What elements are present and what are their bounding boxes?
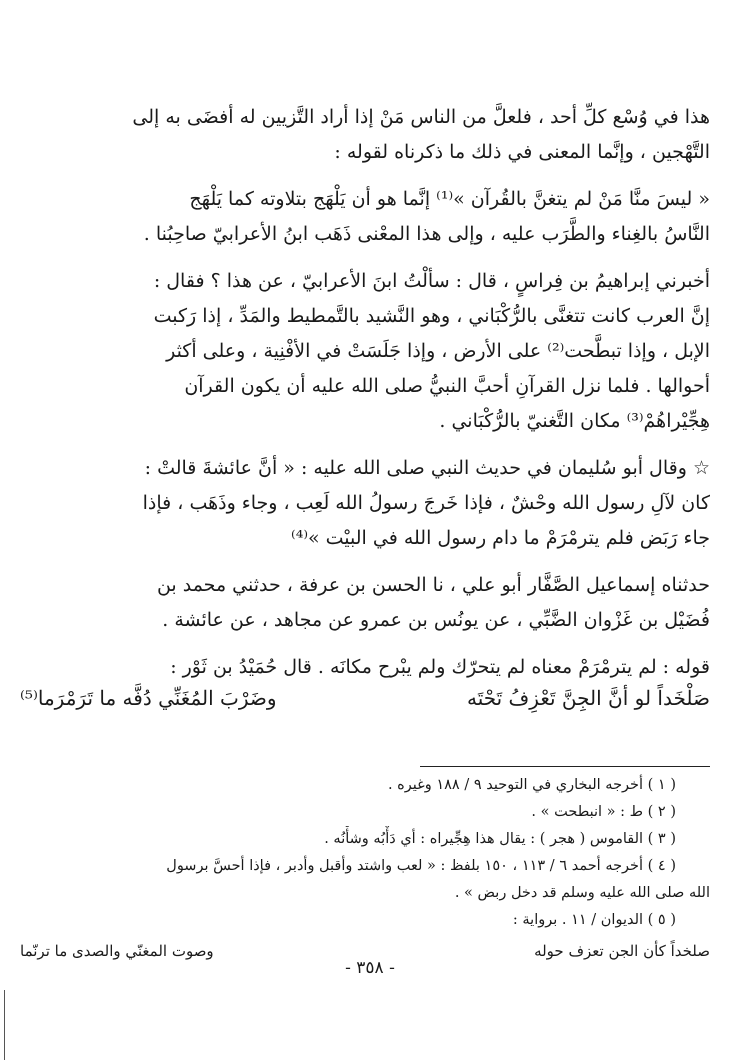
text-line: قوله : لم يترمْرَمْ معناه لم يتحرّك ولم يبْرح مكانَه . قال حُمَيْدُ بن ثَوْر : [170,656,710,678]
verse-first-hemistich: صَلْخَداً لو أنَّ الجِنَّ تَعْزِفُ تَحْتَه [466,686,710,710]
page-number: - ٣٥٨ - [345,958,395,978]
paragraph-5 [20,568,710,638]
paragraph-6 [20,650,710,685]
text-line: الإبل ، وإذا تبطَّحت⁽²⁾ على الأرض ، وإذا جَلَسَتْ في الأفْنِية ، وعلى أكثر [166,340,710,362]
footnote: ( ٣ ) القاموس ( هجر ) : يقال هذا هِجِّيراه : أي دَأْبُه وشأْنُه . [324,831,676,847]
text-line: النَّاسُ بالغِناء والطَّرَب عليه ، وإلى هذا المعْنى ذَهَب ابنُ الأعرابيّ صاحِبُنا . [143,223,710,245]
paragraph-2 [20,182,710,252]
paragraph-4 [20,451,710,556]
footnote: ( ١ ) أخرجه البخاري في التوحيد ٩ / ١٨٨ وغيره . [387,777,676,793]
text-line: أخبرني إبراهيمُ بن فِراسٍ ، قال : سألْتُ ابنَ الأعرابيّ ، عن هذا ؟ فقال : [153,270,710,292]
paragraph-1 [20,100,710,170]
text-line: ☆ وقال أبو سُليمان في حديث النبي صلى الله عليه : « أنَّ عائشةَ قالتْ : [144,457,710,479]
text-line: إنَّ العرب كانت تتغنَّى بالرُّكْبَاني ، وهو النَّشيد بالتَّمطيط والمَدِّ ، إذا رَكبت [153,305,710,327]
footnote-continuation: الله صلى الله عليه وسلم قد دخل ربض » . [454,885,710,901]
text-line: التَّهْجين ، وإنَّما المعنى في ذلك ما ذكرناه لقوله : [334,141,710,163]
footnote: ( ٤ ) أخرجه أحمد ٦ / ١١٣ ، ١٥٠ بلفظ : « لعب واشتد وأقبل وأدبر ، فإذا أحسَّ برسول [166,858,676,874]
text-line: هِجِّيْراهُمْ⁽³⁾ مكان التَّغنيّ بالرُّكْبَاني . [439,410,710,432]
footnote-separator [420,766,710,767]
text-line: كان لآلِ رسول الله وحْشٌ ، فإذا خَرجَ رسولُ الله لَعِب ، وجاء وذَهَب ، فإذا [142,492,710,514]
main-text [20,100,710,716]
footnote: ( ٢ ) ط : « انبطحت » . [531,804,676,820]
text-line: جاء رَبَض فلم يترمْرَمْ ما دام رسول الله في البيْت »⁽⁴⁾ [291,527,710,549]
paragraph-3 [20,264,710,439]
footnote-verse-second: وصوت المغنّي والصدى ما ترنّما [20,942,214,960]
footnote-verse-first: صلخداً كأن الجن تعزف حوله [534,942,710,960]
footnote: ( ٥ ) الديوان / ١١ . برواية : [512,912,676,928]
poem-verse [20,681,710,716]
text-line: حدثناه إسماعيل الصَّفَّار أبو علي ، نا الحسن بن عرفة ، حدثني محمد بن [156,574,710,596]
verse-second-hemistich: وضَرْبَ المُغَنِّي دُفَّه ما تَرَمْرَما⁽⁵⁾ [20,686,277,710]
text-line: أحوالها . فلما نزل القرآنِ أحبَّ النبيُّ صلى الله عليه أن يكون القرآن [184,375,710,397]
text-line: هذا في وُسْع كلِّ أحد ، فلعلَّ من الناس مَنْ إذا أراد التَّزيين له أفضَى به إلى [132,106,710,128]
text-line: « ليسَ منَّا مَنْ لم يتغنَّ بالقُرآن »⁽¹⁾ إنَّما هو أن يَلْهَج بتلاوته كما يَلْهَج [189,188,710,210]
footnotes [20,772,710,965]
text-line: فُضَيْل بن غَزْوان الضَّبِّي ، عن يونُس بن عمرو عن مجاهد ، عن عائشة . [162,609,710,631]
binding-edge [4,990,5,1060]
